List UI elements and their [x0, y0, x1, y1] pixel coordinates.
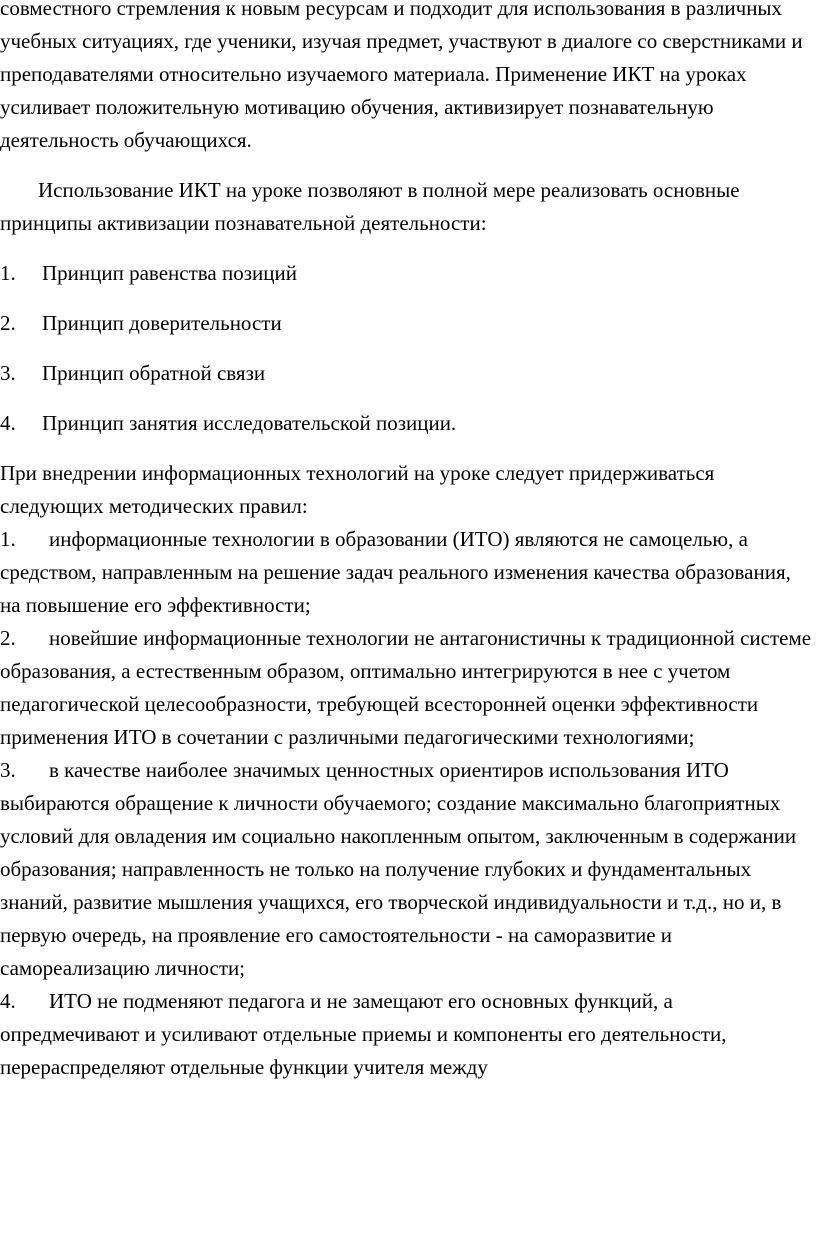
principle-text: Принцип доверительности	[42, 311, 282, 335]
paragraph-intro: совместного стремления к новым ресурсам и подходит для использования в различных учебных ситуациях, где ученики, изучая предмет, участвуют в диалоге со сверстниками и преподавателями относительно изучаемого материала. Применение ИКТ на уроках усиливает положительную мотивацию обучения, активизирует познавательную деятельность обучающихся.	[0, 0, 803, 152]
principle-number: 2.	[0, 311, 16, 335]
principle-number: 1.	[0, 261, 16, 285]
principle-item-2	[0, 307, 816, 340]
principle-item-4	[0, 407, 816, 440]
rule-number: 2.	[0, 626, 16, 650]
principle-text: Принцип равенства позиций	[42, 261, 297, 285]
rule-item-1	[0, 523, 816, 622]
rule-text: ИТО не подменяют педагога и не замещают его основных функций, а опредмечивают и усиливают отдельные приемы и компоненты его деятельности, перераспределяют отдельные функции учителя между	[0, 989, 727, 1079]
principle-item-1	[0, 257, 816, 290]
rule-text: информационные технологии в образовании (ИТО) являются не самоцелью, а средством, направленным на решение задач реального изменения качества образования, на повышение его эффективности;	[0, 527, 791, 617]
rule-item-4	[0, 985, 816, 1084]
paragraph-rules-lead: При внедрении информационных технологий на уроке следует придерживаться следующих методических правил:	[0, 461, 715, 518]
principle-number: 4.	[0, 411, 16, 435]
principle-text: Принцип обратной связи	[42, 361, 266, 385]
rule-number: 1.	[0, 527, 16, 551]
rule-number: 3.	[0, 758, 16, 782]
principle-item-3	[0, 357, 816, 390]
paragraph-principles-lead: Использование ИКТ на уроке позволяют в полной мере реализовать основные принципы активизации познавательной деятельности:	[0, 178, 740, 235]
rule-text: в качестве наиболее значимых ценностных ориентиров использования ИТО выбираются обращение к личности обучаемого; создание максимально благоприятных условий для овладения им социально накопленным опытом, заключенным в содержании образования; направленность не только на получение глубоких и фундаментальных знаний, развитие мышления учащихся, его творческой индивидуальности и т.д., но и, в первую очередь, на проявление его самостоятельности - на саморазвитие и самореализацию личности;	[0, 758, 797, 980]
rule-item-3	[0, 754, 816, 985]
rule-item-2	[0, 622, 816, 754]
principle-number: 3.	[0, 361, 16, 385]
rule-text: новейшие информационные технологии не антагонистичны к традиционной системе образования, а естественным образом, оптимально интегрируются в нее с учетом педагогической целесообразности, требующей всесторонней оценки эффективности применения ИТО в сочетании с различными педагогическими технологиями;	[0, 626, 812, 749]
principle-text: Принцип занятия исследовательской позиции.	[42, 411, 457, 435]
rule-number: 4.	[0, 989, 16, 1013]
